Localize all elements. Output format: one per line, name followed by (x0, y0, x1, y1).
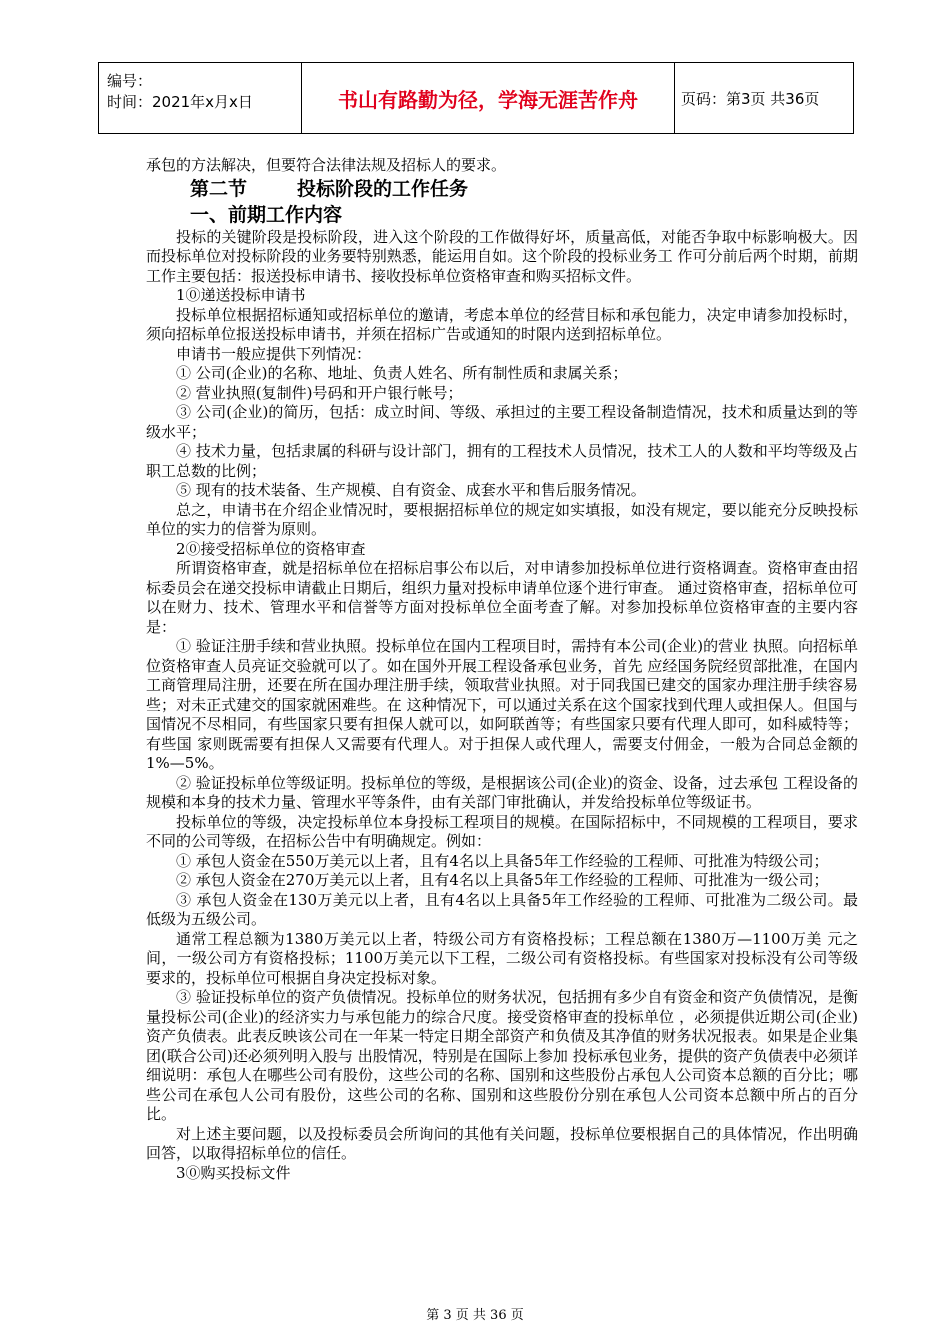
paragraph: ③ 验证投标单位的资产负债情况。投标单位的财务状况，包括拥有多少自有资金和资产负债情况，是衡量投标公司(企业)的经济实力与承包能力的综合尺度。接受资格审查的投标单位 ，必须提供近期公司(企业)资产负债表。此表反映该公司在一年某一特定日期全部资产和负债及其净值的财务状况报表。如果是企业集团(联合公司)还必须列明入股与 出股情况，特别是在国际上参加 投标承包业务，提供的资产负债表中必须详细说明：承包人在哪些公司有股份，这些公司的名称、国别和这些股份占承包人公司资本总额的百分比；哪些公司在承包人公司有股份，这些公司的名称、国别和这些股份分别在承包人公司资本总额中所占的百分比。 (146, 988, 858, 1123)
list-item: ② 营业执照(复制件)号码和开户银行帐号； (176, 383, 463, 402)
paragraph: 申请书一般应提供下列情况： (176, 344, 372, 363)
paragraph: 投标单位根据招标通知或招标单位的邀请，考虑本单位的经营目标和承包能力，决定申请参加投标时，须向招标单位报送投标申请书，并须在招标广告或通知的时限内送到招标单位。 (146, 305, 858, 343)
list-item: ⑤ 现有的技术装备、生产规模、自有资金、成套水平和售后服务情况。 (176, 481, 646, 499)
header-motto: 书山有路勤为径，学海无涯苦作舟 (302, 63, 675, 133)
header-meta (99, 63, 302, 133)
paragraph: ② 验证投标单位等级证明。投标单位的等级，是根据该公司(企业)的资金、设备，过去承包 工程设备的规模和本身的技术力量、管理水平等条件，由有关部门审批确认，并发给投标单位等级证书。 (146, 773, 858, 811)
paragraph: 通常工程总额为1380万美元以上者，特级公司方有资格投标；工程总额在1380万—1100万美 元之间，一级公司方有资格投标；1100万美元以下工程，二级公司有资格投标。有些国家对投标没有公司等级要求的，投标单位可根据自身决定投标对象。 (146, 929, 858, 987)
list-item: ③ 公司(企业)的简历，包括：成立时间、等级、承担过的主要工程设备制造情况，技术和质量达到的等级水平； (146, 403, 858, 441)
section-title: 投标阶段的工作任务 (297, 177, 469, 200)
list-item: ① 公司(企业)的名称、地址、负责人姓名、所有制性质和隶属关系； (176, 364, 628, 382)
number-label: 编号： (107, 72, 153, 90)
list-item: ③ 承包人资金在130万美元以上者，且有4名以上具备5年工作经验的工程师、可批准为二级公司。最低级为五级公司。 (146, 890, 858, 928)
list-item: ② 承包人资金在270万美元以上者，且有4名以上具备5年工作经验的工程师、可批准为一级公司； (176, 871, 829, 889)
paragraph: 所谓资格审查，就是招标单位在招标启事公布以后，对申请参加投标单位进行资格调查。资格审查由招标委员会在递交投标申请截止日期后，组织力量对投标申请单位逐个进行审查。 通过资格审查，招标单位可以在财力、技术、管理水平和信誉等方面对投标单位全面考查了解。对参加投标单位资格审查的主要内容是： (146, 559, 858, 636)
paragraph: ① 验证注册手续和营业执照。投标单位在国内工程项目时，需持有本公司(企业)的营业 执照。向招标单位资格审查人员亮证交验就可以了。如在国外开展工程设备承包业务，首先 应经国务院经贸部批准，在国内工商管理局注册，还要在所在国办理注册手续，领取营业执照。对于同我国已建交的国家办理注册手续容易些；对未正式建交的国家就困难些。在 这种情况下，可以通过关系在这个国家找到代理人或担保人。但国与国情况不尽相同，有些国家只要有担保人就可以，如阿联酋等；有些国家只要有代理人即可，如科威特等；有些国 家则既需要有担保人又需要有代理人。对于担保人或代理人，需要支付佣金，一般为合同总金额的1%—5%。 (146, 637, 858, 772)
paragraph: 总之，申请书在介绍企业情况时，要根据招标单位的规定如实填报，如没有规定，要以能充分反映投标单位的实力的信誉为原则。 (146, 500, 858, 538)
list-heading: 2⓪接受招标单位的资格审查 (176, 539, 366, 558)
paragraph: 对上述主要问题，以及投标委员会所询问的其他有关问题，投标单位要根据自己的具体情况，作出明确回答，以取得招标单位的信任。 (146, 1124, 858, 1162)
header-page-label: 页码：第3页 共36页 (681, 89, 820, 108)
paragraph: 投标的关键阶段是投标阶段，进入这个阶段的工作做得好坏，质量高低，对能否争取中标影响极大。因而投标单位对投标阶段的业务要特别熟悉，能运用自如。这个阶段的投标业务工 作可分前后两个时期，前期工作主要包括：报送投标申请书、接收投标单位资格审查和购买招标文件。 (146, 227, 858, 285)
page-footer: 第 3 页 共 36 页 (426, 1308, 524, 1323)
document-body (146, 156, 858, 1183)
subsection-heading: 一、前期工作内容 (190, 203, 343, 226)
paragraph: 承包的方法解决，但要符合法律法规及招标人的要求。 (146, 156, 507, 174)
list-item: ① 承包人资金在550万美元以上者，且有4名以上具备5年工作经验的工程师、可批准为特级公司； (176, 851, 829, 870)
time-label: 时间：2021年x月x日 (107, 93, 253, 111)
list-heading: 1⓪递送投标申请书 (176, 286, 306, 304)
page-header (98, 62, 854, 134)
list-heading: 3⓪购买投标文件 (176, 1163, 291, 1182)
section-number: 第二节 (190, 177, 248, 200)
list-item: ④ 技术力量，包括隶属的科研与设计部门，拥有的工程技术人员情况，技术工人的人数和平均等级及占职工总数的比例； (146, 442, 858, 480)
section-heading (146, 176, 858, 202)
paragraph: 投标单位的等级，决定投标单位本身投标工程项目的规模。在国际招标中，不同规模的工程项目，要求不同的公司等级，在招标公告中有明确规定。例如： (146, 812, 858, 850)
